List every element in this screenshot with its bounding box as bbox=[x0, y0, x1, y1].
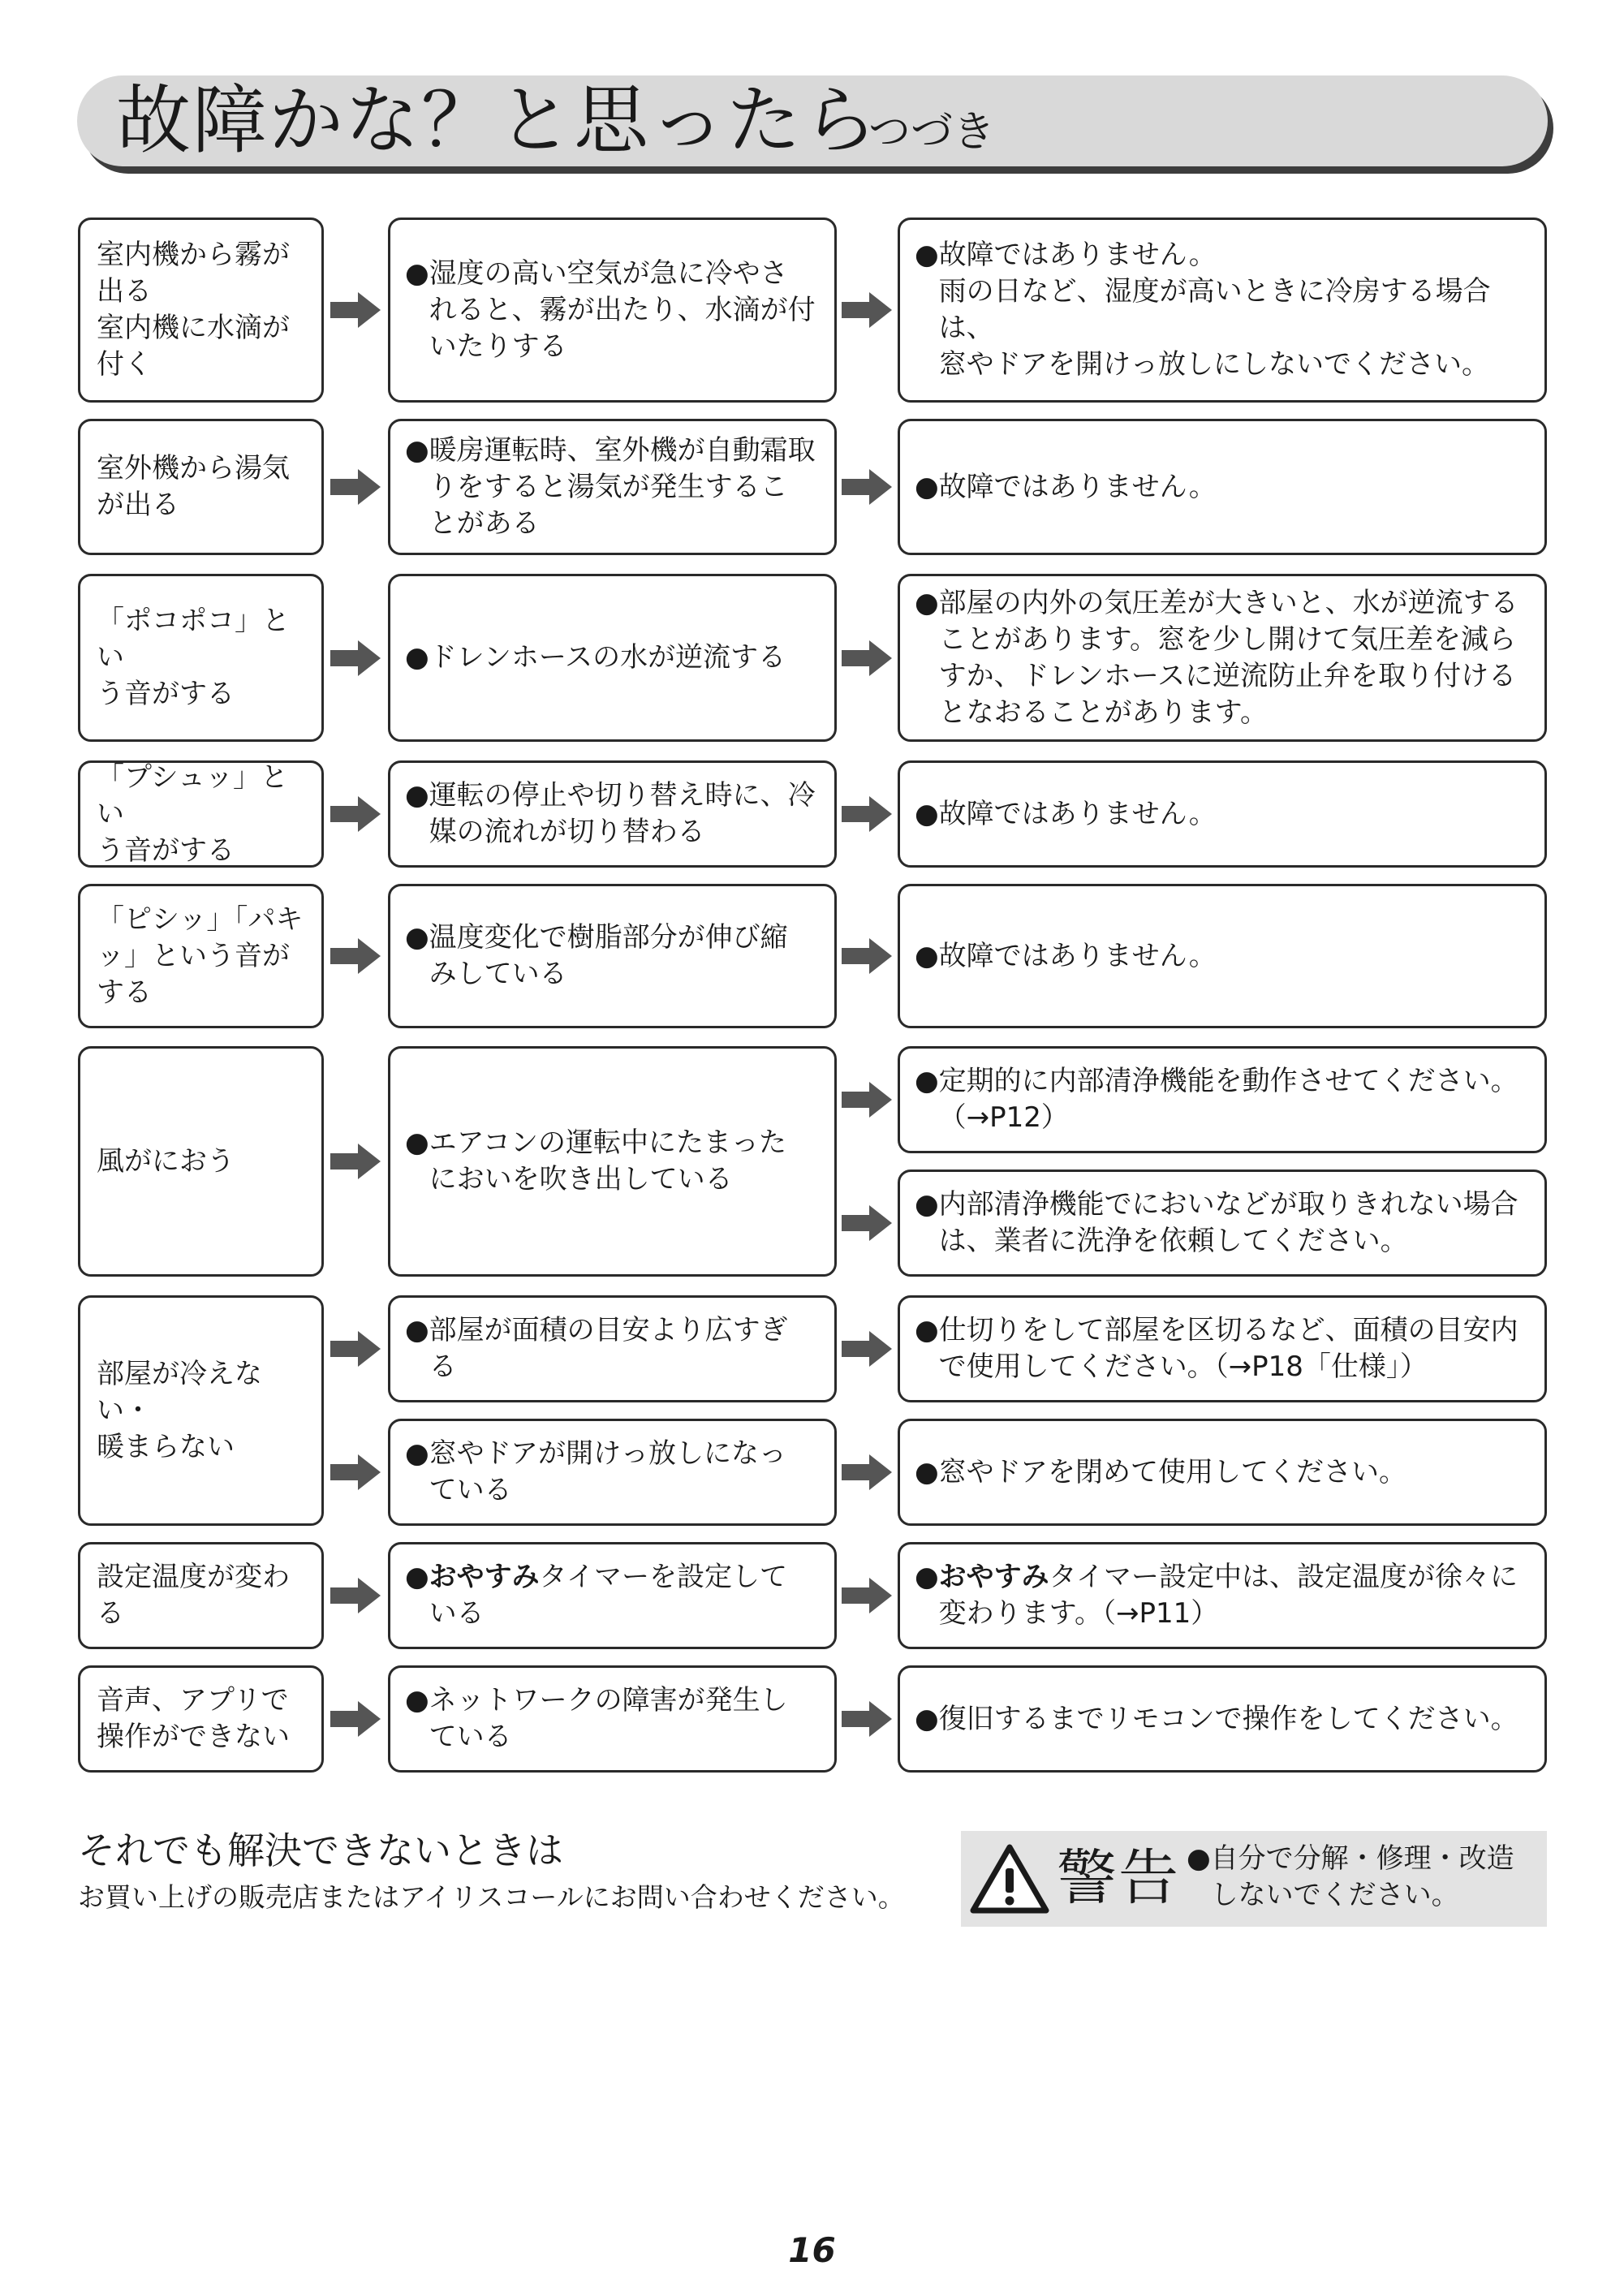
arrow-right-icon bbox=[330, 1144, 381, 1179]
symptom-box bbox=[78, 419, 324, 555]
bullet-icon: ● bbox=[915, 1455, 939, 1488]
bullet-icon: ● bbox=[405, 256, 429, 290]
symptom-text: 室内機から霧が 出る 室内機に水滴が 付く bbox=[97, 239, 290, 381]
cause-text: 暖房運転時、室外機が自動霜取 りをすると湯気が発生するこ とがある bbox=[429, 433, 816, 540]
remedy-box bbox=[898, 1542, 1547, 1649]
remedy-text: 復旧するまでリモコンで操作をしてください。 bbox=[938, 1702, 1518, 1735]
bullet-icon: ● bbox=[915, 239, 939, 271]
symptom-box bbox=[78, 1665, 324, 1773]
warning-triangle-icon bbox=[969, 1842, 1050, 1915]
remedy-box bbox=[898, 419, 1547, 555]
arrow-right-icon bbox=[330, 1454, 381, 1490]
arrow-right-icon bbox=[330, 1331, 381, 1367]
bullet-icon: ● bbox=[915, 797, 939, 830]
remedy-text: 窓やドアを閉めて使用してください。 bbox=[938, 1455, 1406, 1488]
bullet-icon: ● bbox=[405, 1126, 429, 1159]
arrow-right-icon bbox=[842, 1082, 892, 1118]
title-banner bbox=[77, 75, 1548, 166]
cause-text: エアコンの運転中にたまった においを吹き出している bbox=[429, 1126, 786, 1195]
symptom-box bbox=[78, 884, 324, 1028]
warning-text: 自分で分解・修理・改造 しないでください。 bbox=[1210, 1842, 1514, 1911]
arrow-right-icon bbox=[842, 1205, 892, 1241]
bullet-icon: ● bbox=[915, 586, 939, 619]
cause-box bbox=[388, 1046, 837, 1277]
footer-heading: それでも解決できないときは bbox=[78, 1829, 563, 1872]
remedy-box bbox=[898, 1295, 1547, 1402]
page-subtitle: つづき bbox=[868, 108, 996, 157]
bullet-icon: ● bbox=[1187, 1842, 1211, 1875]
remedy-text: 故障ではありません。 bbox=[938, 939, 1217, 972]
remedy-box bbox=[898, 1046, 1547, 1153]
bullet-icon: ● bbox=[405, 779, 429, 812]
cause-text: 湿度の高い空気が急に冷やさ れると、霧が出たり、水滴が付 いたりする bbox=[429, 256, 816, 363]
cause-text: 温度変化で樹脂部分が伸び縮 みしている bbox=[429, 921, 788, 990]
bullet-icon: ● bbox=[915, 939, 939, 972]
arrow-right-icon bbox=[330, 469, 381, 505]
symptom-box bbox=[78, 218, 324, 403]
cause-box bbox=[388, 1419, 837, 1526]
arrow-right-icon bbox=[842, 292, 892, 328]
remedy-text: 定期的に内部清浄機能を動作させてください。 （→P12） bbox=[938, 1065, 1518, 1134]
symptom-text: 部屋が冷えない・ 暖まらない bbox=[97, 1357, 262, 1463]
cause-box bbox=[388, 1665, 837, 1773]
arrow-right-icon bbox=[330, 1701, 381, 1737]
symptom-text: 「プシュッ」とい う音がする bbox=[97, 760, 288, 867]
symptom-text: 室外機から湯気 が出る bbox=[97, 452, 290, 521]
symptom-text: 「ポコポコ」とい う音がする bbox=[97, 605, 290, 710]
remedy-box bbox=[898, 218, 1547, 403]
remedy-box bbox=[898, 574, 1547, 742]
bullet-icon: ● bbox=[915, 1561, 939, 1593]
bullet-icon: ● bbox=[915, 1188, 939, 1221]
cause-box bbox=[388, 1542, 837, 1649]
bullet-icon: ● bbox=[405, 1684, 429, 1717]
arrow-right-icon bbox=[842, 1454, 892, 1490]
arrow-right-icon bbox=[842, 1578, 892, 1613]
bullet-icon: ● bbox=[405, 1561, 429, 1593]
cause-box bbox=[388, 884, 837, 1028]
symptom-box bbox=[78, 1295, 324, 1526]
symptom-text: 風がにおう bbox=[97, 1144, 235, 1178]
bullet-icon: ● bbox=[915, 1065, 939, 1097]
arrow-right-icon bbox=[842, 640, 892, 676]
remedy-text-rest: タイマー設定中は、設定温度が徐々に 変わります。（→P11） bbox=[938, 1561, 1518, 1630]
bullet-icon: ● bbox=[915, 1314, 939, 1346]
cause-box bbox=[388, 419, 837, 555]
remedy-box bbox=[898, 760, 1547, 868]
symptom-text: 「ピシッ」「パキ ッ」という音が する bbox=[97, 902, 304, 1009]
bullet-icon: ● bbox=[405, 1314, 429, 1346]
bullet-icon: ● bbox=[405, 921, 429, 954]
page-title: 故障かな？と思ったら bbox=[116, 77, 880, 164]
remedy-text: 故障ではありません。 bbox=[938, 470, 1217, 503]
cause-text-rest: タイマーを設定して いる bbox=[429, 1561, 787, 1630]
cause-box bbox=[388, 218, 837, 403]
remedy-text: 故障ではありません。 雨の日など、湿度が高いときに冷房する場合は、 窓やドアを開けっ放しにしないでください。 bbox=[938, 239, 1491, 381]
bullet-icon: ● bbox=[915, 1702, 939, 1735]
symptom-text: 設定温度が変わ る bbox=[97, 1561, 290, 1630]
remedy-text bbox=[939, 1559, 1531, 1632]
cause-text: 運転の停止や切り替え時に、冷 媒の流れが切り替わる bbox=[429, 779, 816, 848]
remedy-text: 内部清浄機能でにおいなどが取りきれない場合 は、業者に洗浄を依頼してください。 bbox=[938, 1188, 1518, 1257]
remedy-box bbox=[898, 884, 1547, 1028]
cause-text bbox=[429, 1559, 823, 1632]
arrow-right-icon bbox=[330, 1578, 381, 1613]
timer-name: おやすみ bbox=[429, 1561, 540, 1593]
page-number: 16 bbox=[788, 2230, 836, 2270]
symptom-text: 音声、アプリで 操作ができない bbox=[97, 1684, 290, 1753]
remedy-box bbox=[898, 1665, 1547, 1773]
warning-box bbox=[961, 1831, 1547, 1927]
footer-body: お買い上げの販売店またはアイリスコールにお問い合わせください。 bbox=[78, 1881, 905, 1913]
symptom-box bbox=[78, 760, 324, 868]
remedy-text: 仕切りをして部屋を区切るなど、面積の目安内 で使用してください。（→P18「仕様」） bbox=[938, 1314, 1518, 1383]
warning-label: 警告 bbox=[1057, 1843, 1180, 1913]
remedy-box bbox=[898, 1170, 1547, 1277]
bullet-icon: ● bbox=[915, 470, 939, 503]
remedy-box bbox=[898, 1419, 1547, 1526]
cause-text: 窓やドアが開けっ放しになっ ている bbox=[429, 1437, 786, 1506]
arrow-right-icon bbox=[842, 938, 892, 974]
symptom-box bbox=[78, 574, 324, 742]
cause-box bbox=[388, 1295, 837, 1402]
arrow-right-icon bbox=[330, 640, 381, 676]
arrow-right-icon bbox=[330, 796, 381, 832]
cause-text: ネットワークの障害が発生し ている bbox=[429, 1684, 788, 1753]
bullet-icon: ● bbox=[405, 1437, 429, 1470]
warning-text-block bbox=[1187, 1841, 1544, 1914]
cause-text: 部屋が面積の目安より広すぎ る bbox=[429, 1314, 788, 1383]
symptom-box bbox=[78, 1046, 324, 1277]
remedy-text: 故障ではありません。 bbox=[938, 797, 1217, 830]
timer-name: おやすみ bbox=[938, 1561, 1049, 1593]
remedy-text: 部屋の内外の気圧差が大きいと、水が逆流する ことがあります。窓を少し開けて気圧差を減ら すか、ドレンホースに逆流防止弁を取り付ける となおることがあります。 bbox=[938, 586, 1518, 729]
arrow-right-icon bbox=[330, 938, 381, 974]
arrow-right-icon bbox=[842, 1701, 892, 1737]
symptom-box bbox=[78, 1542, 324, 1649]
cause-box bbox=[388, 760, 837, 868]
arrow-right-icon bbox=[842, 796, 892, 832]
bullet-icon: ● bbox=[405, 641, 429, 674]
cause-text: ドレンホースの水が逆流する bbox=[429, 641, 786, 674]
arrow-right-icon bbox=[330, 292, 381, 328]
cause-box bbox=[388, 574, 837, 742]
bullet-icon: ● bbox=[405, 433, 429, 467]
arrow-right-icon bbox=[842, 469, 892, 505]
arrow-right-icon bbox=[842, 1331, 892, 1367]
